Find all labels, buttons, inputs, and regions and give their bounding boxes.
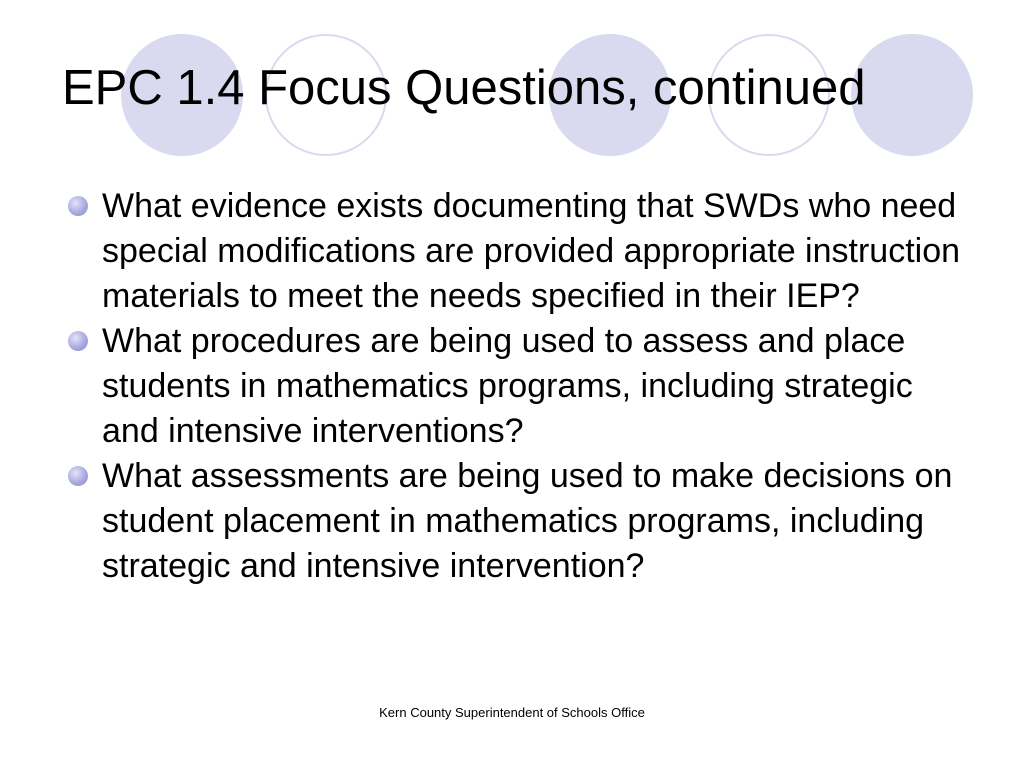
bullet-text: What procedures are being used to assess and place students in mathematics programs, including strategic and intensive interventions? <box>102 322 913 450</box>
slide-footer: Kern County Superintendent of Schools Office <box>379 705 645 720</box>
slide-title: EPC 1.4 Focus Questions, continued <box>62 61 866 115</box>
bullet-item <box>66 454 966 589</box>
bullet-list <box>66 184 966 589</box>
bullet-item <box>66 184 966 319</box>
bullet-text: What assessments are being used to make decisions on student placement in mathematics programs, including strategic and intensive intervention? <box>102 457 953 585</box>
bullet-dot-icon <box>68 466 88 486</box>
bullet-dot-icon <box>68 331 88 351</box>
decorative-circle-filled <box>851 34 973 156</box>
bullet-dot-icon <box>68 196 88 216</box>
bullet-text: What evidence exists documenting that SWDs who need special modifications are provided appropriate instruction materials to meet the needs specified in their IEP? <box>102 187 961 315</box>
bullet-item <box>66 319 966 454</box>
